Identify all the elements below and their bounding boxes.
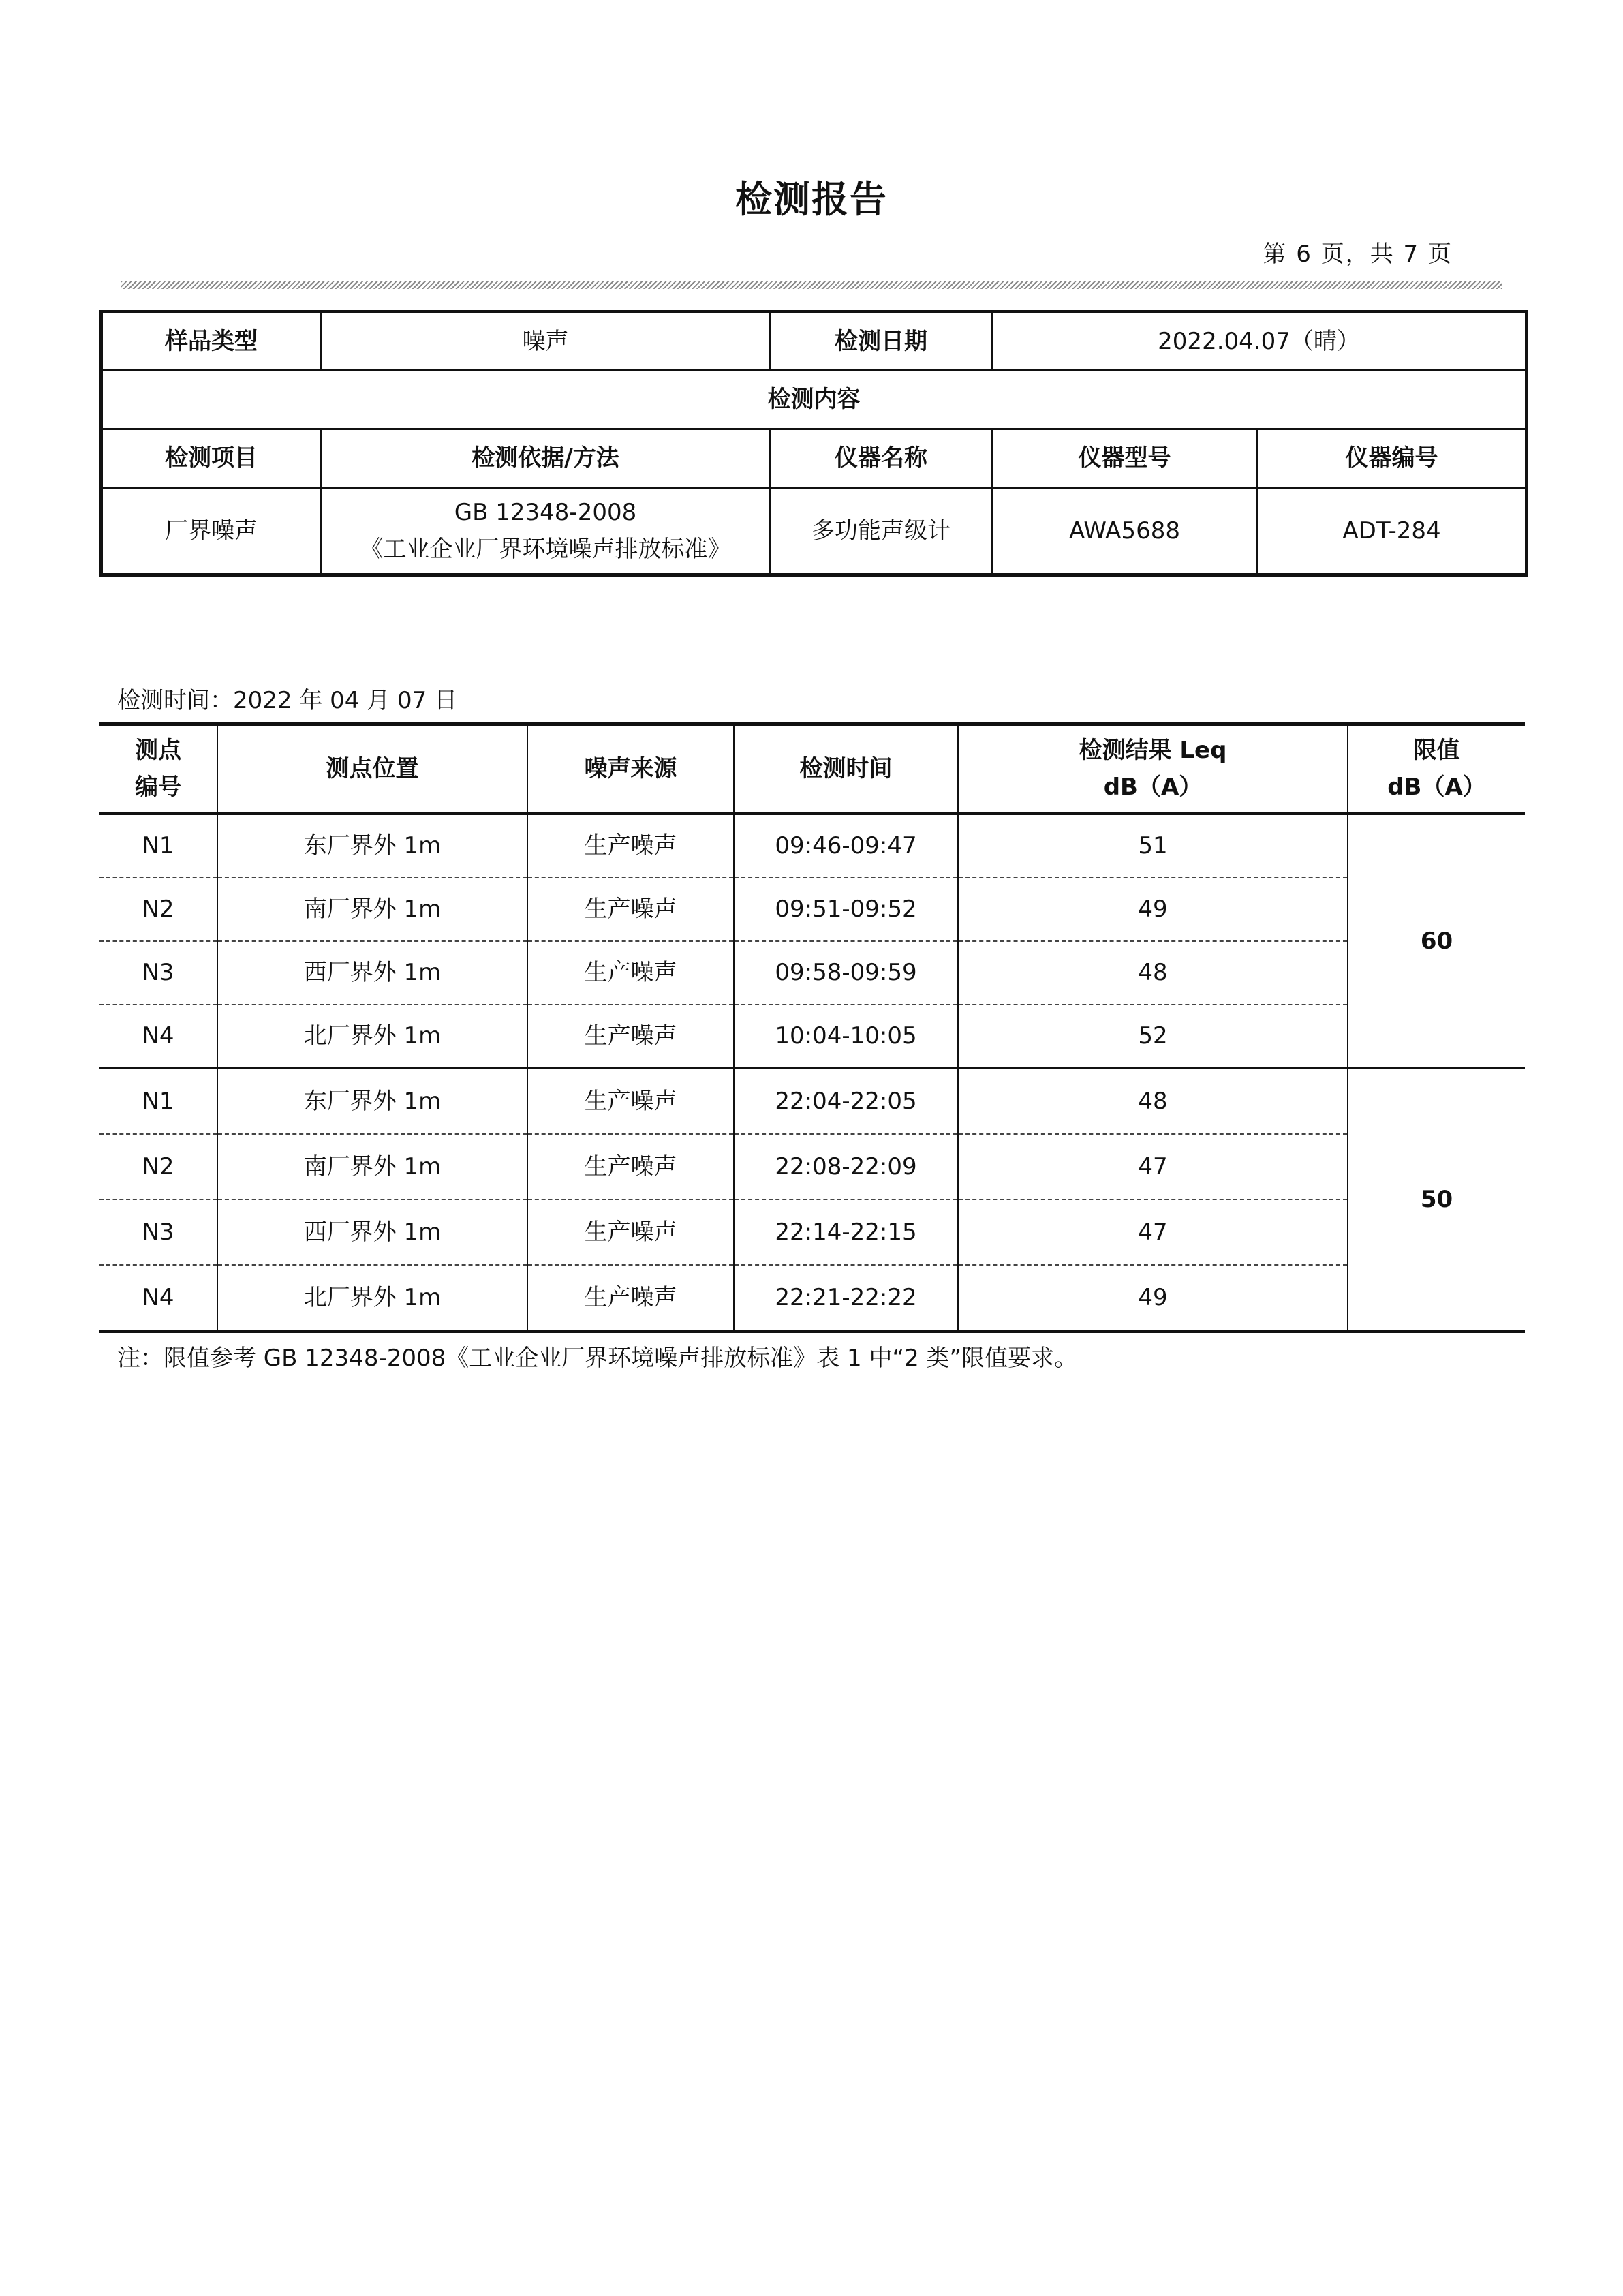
- info-table: [99, 310, 1528, 577]
- header-point-no-line2: 编号: [135, 774, 181, 801]
- point-id: N2: [99, 878, 217, 941]
- col-header-instrument-name: 仪器名称: [771, 429, 992, 488]
- noise-source: 生产噪声: [527, 941, 734, 1005]
- header-result-line1: 检测结果 Leq: [1079, 736, 1227, 764]
- instrument-id-value: ADT-284: [1258, 488, 1527, 575]
- page-number: 第 6 页，共 7 页: [1263, 241, 1453, 268]
- table-row: [99, 1069, 1525, 1135]
- point-location: 北厂界外 1m: [217, 1265, 527, 1332]
- instrument-name-value: 多功能声级计: [771, 488, 992, 575]
- point-location: 南厂界外 1m: [217, 878, 527, 941]
- report-title: 检测报告: [735, 178, 888, 221]
- content-label: 检测内容: [102, 371, 1527, 429]
- point-id: N4: [99, 1005, 217, 1069]
- result-value: 48: [958, 941, 1348, 1005]
- method-value: [321, 488, 771, 575]
- header-point-no-line1: 测点: [135, 736, 181, 764]
- sample-type-value: 噪声: [321, 312, 771, 371]
- header-limit-line1: 限值: [1413, 736, 1460, 764]
- day-limit-value: 60: [1348, 814, 1525, 1069]
- point-id: N4: [99, 1265, 217, 1332]
- col-header-item: 检测项目: [102, 429, 321, 488]
- result-value: 51: [958, 814, 1348, 878]
- point-location: 北厂界外 1m: [217, 1005, 527, 1069]
- check-time: 检测时间：2022 年 04 月 07 日: [117, 687, 458, 714]
- point-id: N2: [99, 1134, 217, 1199]
- table-row: [99, 1005, 1525, 1069]
- col-header-instrument-id: 仪器编号: [1258, 429, 1527, 488]
- noise-source: 生产噪声: [527, 878, 734, 941]
- results-table: [99, 722, 1525, 1333]
- table-row: [99, 941, 1525, 1005]
- date-value: 2022.04.07（晴）: [992, 312, 1527, 371]
- date-label: 检测日期: [771, 312, 992, 371]
- measure-time: 22:21-22:22: [734, 1265, 958, 1332]
- night-limit-value: 50: [1348, 1069, 1525, 1332]
- noise-source: 生产噪声: [527, 1265, 734, 1332]
- measure-time: 22:08-22:09: [734, 1134, 958, 1199]
- header-source: 噪声来源: [527, 724, 734, 814]
- measure-time: 22:04-22:05: [734, 1069, 958, 1135]
- point-id: N1: [99, 814, 217, 878]
- noise-source: 生产噪声: [527, 1005, 734, 1069]
- result-value: 49: [958, 1265, 1348, 1332]
- col-header-method: 检测依据/方法: [321, 429, 771, 488]
- method-name: 《工业企业厂界环境噪声排放标准》: [360, 536, 731, 563]
- header-limit: [1348, 724, 1525, 814]
- col-header-instrument-model: 仪器型号: [992, 429, 1258, 488]
- header-location: 测点位置: [217, 724, 527, 814]
- result-value: 47: [958, 1134, 1348, 1199]
- table-row: [99, 1265, 1525, 1332]
- measure-time: 09:51-09:52: [734, 878, 958, 941]
- point-id: N3: [99, 1199, 217, 1265]
- point-location: 东厂界外 1m: [217, 1069, 527, 1135]
- measure-time: 09:46-09:47: [734, 814, 958, 878]
- result-value: 47: [958, 1199, 1348, 1265]
- result-value: 48: [958, 1069, 1348, 1135]
- point-location: 西厂界外 1m: [217, 1199, 527, 1265]
- header-limit-line2: dB（A）: [1387, 774, 1486, 801]
- sample-type-label: 样品类型: [102, 312, 321, 371]
- result-value: 49: [958, 878, 1348, 941]
- method-code: GB 12348-2008: [454, 498, 637, 526]
- point-id: N3: [99, 941, 217, 1005]
- hatched-divider: [121, 281, 1502, 289]
- point-location: 东厂界外 1m: [217, 814, 527, 878]
- measure-time: 22:14-22:15: [734, 1199, 958, 1265]
- header-result: [958, 724, 1348, 814]
- noise-source: 生产噪声: [527, 1134, 734, 1199]
- table-row: [99, 1134, 1525, 1199]
- noise-source: 生产噪声: [527, 1069, 734, 1135]
- table-row: [99, 1199, 1525, 1265]
- measure-time: 09:58-09:59: [734, 941, 958, 1005]
- point-id: N1: [99, 1069, 217, 1135]
- table-row: [99, 878, 1525, 941]
- point-location: 南厂界外 1m: [217, 1134, 527, 1199]
- header-point-no: [99, 724, 217, 814]
- header-time: 检测时间: [734, 724, 958, 814]
- item-value: 厂界噪声: [102, 488, 321, 575]
- point-location: 西厂界外 1m: [217, 941, 527, 1005]
- noise-source: 生产噪声: [527, 814, 734, 878]
- footnote: 注：限值参考 GB 12348-2008《工业企业厂界环境噪声排放标准》表 1 中“2 类”限值要求。: [117, 1345, 1078, 1372]
- noise-source: 生产噪声: [527, 1199, 734, 1265]
- result-value: 52: [958, 1005, 1348, 1069]
- instrument-model-value: AWA5688: [992, 488, 1258, 575]
- table-row: [99, 814, 1525, 878]
- measure-time: 10:04-10:05: [734, 1005, 958, 1069]
- header-result-line2: dB（A）: [1103, 774, 1203, 801]
